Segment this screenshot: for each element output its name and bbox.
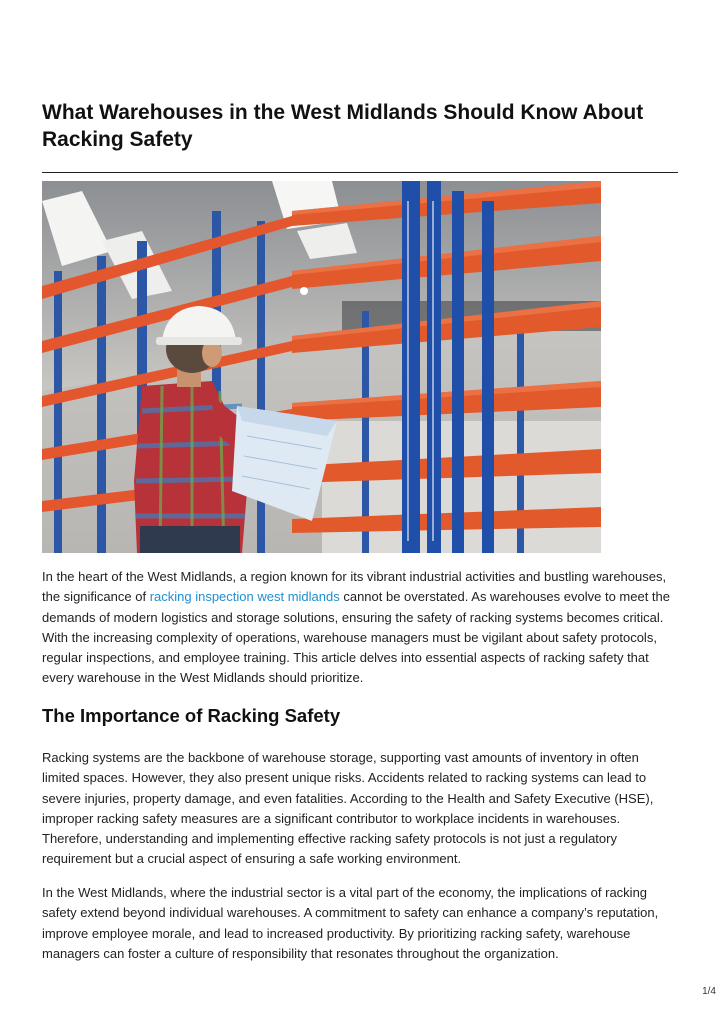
body-paragraph-west-midlands: In the West Midlands, where the industrial sector is a vital part of the economy, the implications of racking safety extend beyond individual warehouses. A commitment to safety can enhance a company’s reputation, improve employee morale, and lead to increased productivity. By prioritizing racking safety, warehouse managers can foster a culture of responsibility that resonates throughout the organization.	[42, 885, 659, 961]
article-title: What Warehouses in the West Midlands Should Know About Racking Safety	[42, 101, 644, 151]
section-heading: The Importance of Racking Safety	[42, 705, 341, 726]
racking-inspection-link[interactable]: racking inspection west midlands	[149, 589, 340, 605]
body-paragraph: Racking systems are the backbone of warehouse storage, supporting vast amounts of inventory in often limited spaces. However, they also present unique risks. Accidents related to racking systems can lead to severe injuries, property damage, and even fatalities. According to the Health and Safety Executive (HSE), improper racking safety measures are a significant contributor to workplace incidents in warehouses. Therefore, understanding and implementing effective racking safety protocols is not just a regulatory requirement but a crucial aspect of ensuring a safe working environment.	[42, 750, 654, 867]
document-page	[42, 0, 678, 1018]
intro-paragraph	[42, 567, 678, 689]
warehouse-worker-illustration	[42, 181, 601, 553]
intro-text-end: cannot be overstated. As warehouses evolve to meet the demands of modern logistics and storage solutions, ensuring the safety of racking systems becomes critical. With the increasing complexity of operations, warehouse managers must be vigilant about safety protocols, regular inspections, and employee training. This article delves into essential aspects of racking safety that every warehouse in the West Midlands should prioritize.	[42, 589, 670, 686]
page-indicator: 1/4	[702, 986, 716, 997]
title-divider	[42, 172, 678, 173]
hero-image	[42, 181, 601, 553]
intro-text-start: In the heart of the West Midlands, a region known for its vibrant industrial activities and bustling warehouses, the significance of	[42, 569, 667, 605]
